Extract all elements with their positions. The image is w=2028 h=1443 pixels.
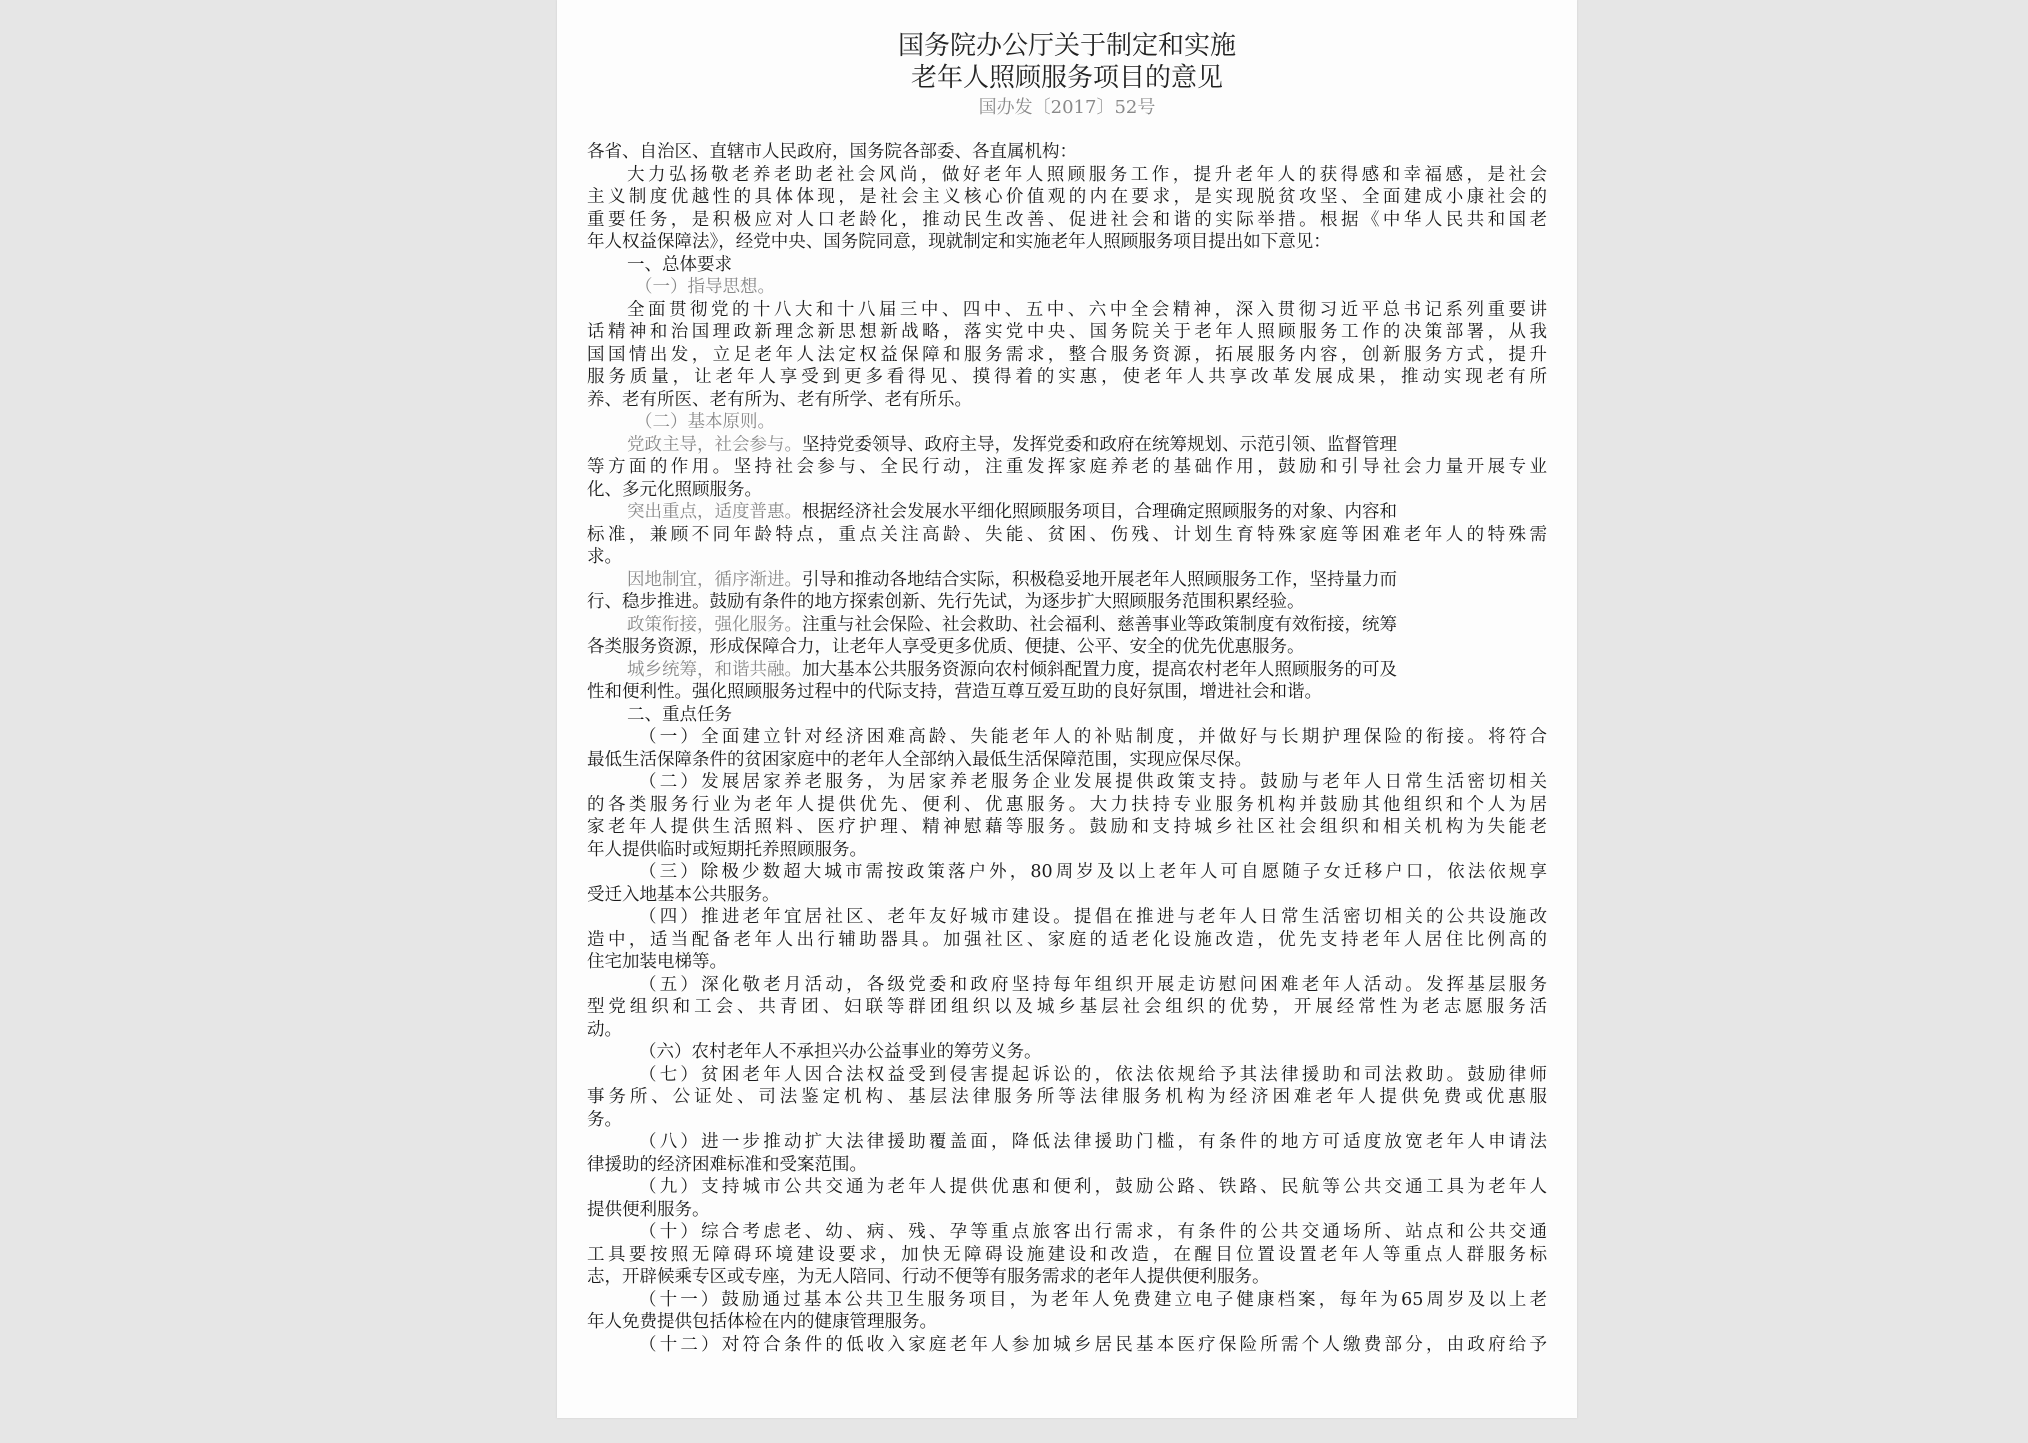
salutation: 各省、自治区、直辖市人民政府，国务院各部委、各直属机构： (587, 142, 1077, 162)
principle-label: 党政主导，社会参与。 (627, 434, 802, 455)
principle-line (587, 434, 1547, 457)
paragraph-line: 养、老有所医、老有所为、老有所学、老有所乐。 (587, 389, 972, 410)
document-page (557, 0, 1577, 1418)
paragraph-line: 提供便利服务。 (587, 1199, 710, 1220)
paragraph-line: 受迁入地基本公共服务。 (587, 884, 780, 905)
paragraph-line: 住宅加装电梯等。 (587, 952, 727, 972)
principle-line (587, 501, 1547, 524)
paragraph-line: 最低生活保障条件的贫困家庭中的老年人全部纳入最低生活保障范围，实现应保尽保。 (587, 749, 1252, 770)
principle-label: 城乡统筹，和谐共融。 (627, 659, 802, 680)
paragraph-line: （十二）对符合条件的低收入家庭老年人参加城乡居民基本医疗保险所需个人缴费部分，由政府给予 (639, 1334, 1547, 1355)
document-body (587, 141, 1547, 1356)
paragraph-line: 造中，适当配备老年人出行辅助器具。加强社区、家庭的适老化设施改造，优先支持老年人居住比例高的 (587, 929, 1547, 950)
paragraph-line: 求。 (587, 547, 622, 567)
paragraph-line: 标准，兼顾不同年龄特点，重点关注高龄、失能、贫困、伤残、计划生育特殊家庭等困难老年人的特殊需 (587, 524, 1547, 545)
paragraph-line: （十）综合考虑老、幼、病、残、孕等重点旅客出行需求，有条件的公共交通场所、站点和公共交通 (639, 1222, 1547, 1242)
paragraph-line: （二）发展居家养老服务，为居家养老服务企业发展提供政策支持。鼓励与老年人日常生活密切相关 (639, 772, 1547, 792)
subsection-heading: （一）指导思想。 (635, 277, 775, 297)
principle-text: 注重与社会保险、社会救助、社会福利、慈善事业等政策制度有效衔接，统筹 (802, 614, 1397, 635)
paragraph-line: （十一）鼓励通过基本公共卫生服务项目，为老年人免费建立电子健康档案，每年为65周岁及以上老 (639, 1289, 1547, 1310)
subsection-heading: （二）基本原则。 (635, 412, 775, 432)
paragraph-line: 国国情出发，立足老年人法定权益保障和服务需求，整合服务资源，拓展服务内容，创新服务方式，提升 (587, 344, 1547, 365)
principle-label: 突出重点，适度普惠。 (627, 502, 802, 522)
paragraph-line: 服务质量，让老年人享受到更多看得见、摸得着的实惠，使老年人共享改革发展成果，推动实现老有所 (587, 367, 1547, 387)
paragraph-line: 事务所、公证处、司法鉴定机构、基层法律服务所等法律服务机构为经济困难老年人提供免费或优惠服 (587, 1087, 1547, 1107)
paragraph-line: （四）推进老年宜居社区、老年友好城市建设。提倡在推进与老年人日常生活密切相关的公共设施改 (639, 907, 1547, 927)
document-title-line-2: 老年人照顾服务项目的意见 (910, 63, 1223, 93)
paragraph-line: 志，开辟候乘专区或专座，为无人陪同、行动不便等有服务需求的老年人提供便利服务。 (587, 1267, 1270, 1287)
principle-text: 根据经济社会发展水平细化照顾服务项目，合理确定照顾服务的对象、内容和 (802, 502, 1397, 522)
paragraph-line: （一）全面建立针对经济困难高龄、失能老年人的补贴制度，并做好与长期护理保险的衔接。将符合 (639, 727, 1547, 747)
principle-label: 因地制宜，循序渐进。 (627, 569, 802, 590)
paragraph-line: 各类服务资源，形成保障合力，让老年人享受更多优质、便捷、公平、安全的优先优惠服务。 (587, 637, 1305, 657)
paragraph-line: 务。 (587, 1109, 622, 1130)
paragraph-line: 化、多元化照顾服务。 (587, 479, 762, 500)
principle-text: 加大基本公共服务资源向农村倾斜配置力度，提高农村老年人照顾服务的可及 (802, 659, 1397, 680)
paragraph-line: 动。 (587, 1019, 622, 1040)
paragraph-line: 型党组织和工会、共青团、妇联等群团组织以及城乡基层社会组织的优势，开展经常性为老志愿服务活 (587, 997, 1547, 1017)
paragraph-line: 重要任务，是积极应对人口老龄化，推动民生改善、促进社会和谐的实际举措。根据《中华人民共和国老 (587, 209, 1547, 230)
principle-line (587, 659, 1547, 682)
paragraph-line: 大力弘扬敬老养老助老社会风尚，做好老年人照顾服务工作，提升老年人的获得感和幸福感，是社会 (627, 164, 1547, 185)
paragraph-line: 性和便利性。强化照顾服务过程中的代际支持，营造互尊互爱互助的良好氛围，增进社会和谐。 (587, 682, 1322, 702)
paragraph-line: 年人权益保障法》，经党中央、国务院同意，现就制定和实施老年人照顾服务项目提出如下意见： (587, 232, 1331, 252)
paragraph-line: 年人提供临时或短期托养照顾服务。 (587, 839, 867, 860)
paragraph-line: （三）除极少数超大城市需按政策落户外，80周岁及以上老年人可自愿随子女迁移户口，依法依规享 (639, 862, 1547, 882)
paragraph-line: 的各类服务行业为老年人提供优先、便利、优惠服务。大力扶持专业服务机构并鼓励其他组织和个人为居 (587, 794, 1547, 815)
document-number: 国办发〔2017〕52号 (978, 97, 1156, 118)
principle-label: 政策衔接，强化服务。 (627, 614, 802, 635)
paragraph-line: 主义制度优越性的具体体现，是社会主义核心价值观的内在要求，是实现脱贫攻坚、全面建成小康社会的 (587, 187, 1547, 207)
document-title-line-1: 国务院办公厅关于制定和实施 (897, 31, 1236, 61)
paragraph-line: （九）支持城市公共交通为老年人提供优惠和便利，鼓励公路、铁路、民航等公共交通工具为老年人 (639, 1177, 1547, 1197)
principle-line (587, 569, 1547, 592)
paragraph-line: 工具要按照无障碍环境建设要求，加快无障碍设施建设和改造，在醒目位置设置老年人等重点人群服务标 (587, 1244, 1547, 1265)
paragraph-line: 年人免费提供包括体检在内的健康管理服务。 (587, 1312, 937, 1332)
paragraph-line: 律援助的经济困难标准和受案范围。 (587, 1154, 867, 1175)
paragraph-line: 行、稳步推进。鼓励有条件的地方探索创新、先行先试，为逐步扩大照顾服务范围积累经验。 (587, 592, 1305, 612)
paragraph-line: （六）农村老年人不承担兴办公益事业的筹劳义务。 (639, 1042, 1042, 1062)
principle-text: 坚持党委领导、政府主导，发挥党委和政府在统筹规划、示范引领、监督管理 (802, 434, 1397, 455)
section-heading: 二、重点任务 (627, 704, 732, 725)
section-heading: 一、总体要求 (627, 254, 732, 275)
paragraph-line: （七）贫困老年人因合法权益受到侵害提起诉讼的，依法依规给予其法律援助和司法救助。鼓励律师 (639, 1064, 1547, 1085)
paragraph-line: 全面贯彻党的十八大和十八届三中、四中、五中、六中全会精神，深入贯彻习近平总书记系列重要讲 (627, 299, 1547, 320)
paragraph-line: 等方面的作用。坚持社会参与、全民行动，注重发挥家庭养老的基础作用，鼓励和引导社会力量开展专业 (587, 457, 1547, 477)
principle-line (587, 614, 1547, 637)
paragraph-line: 家老年人提供生活照料、医疗护理、精神慰藉等服务。鼓励和支持城乡社区社会组织和相关机构为失能老 (587, 817, 1547, 837)
paragraph-line: （五）深化敬老月活动，各级党委和政府坚持每年组织开展走访慰问困难老年人活动。发挥基层服务 (639, 974, 1547, 995)
principle-text: 引导和推动各地结合实际，积极稳妥地开展老年人照顾服务工作，坚持量力而 (802, 569, 1397, 590)
paragraph-line: （八）进一步推动扩大法律援助覆盖面，降低法律援助门槛，有条件的地方可适度放宽老年人申请法 (639, 1132, 1547, 1152)
paragraph-line: 话精神和治国理政新理念新思想新战略，落实党中央、国务院关于老年人照顾服务工作的决策部署，从我 (587, 322, 1547, 342)
